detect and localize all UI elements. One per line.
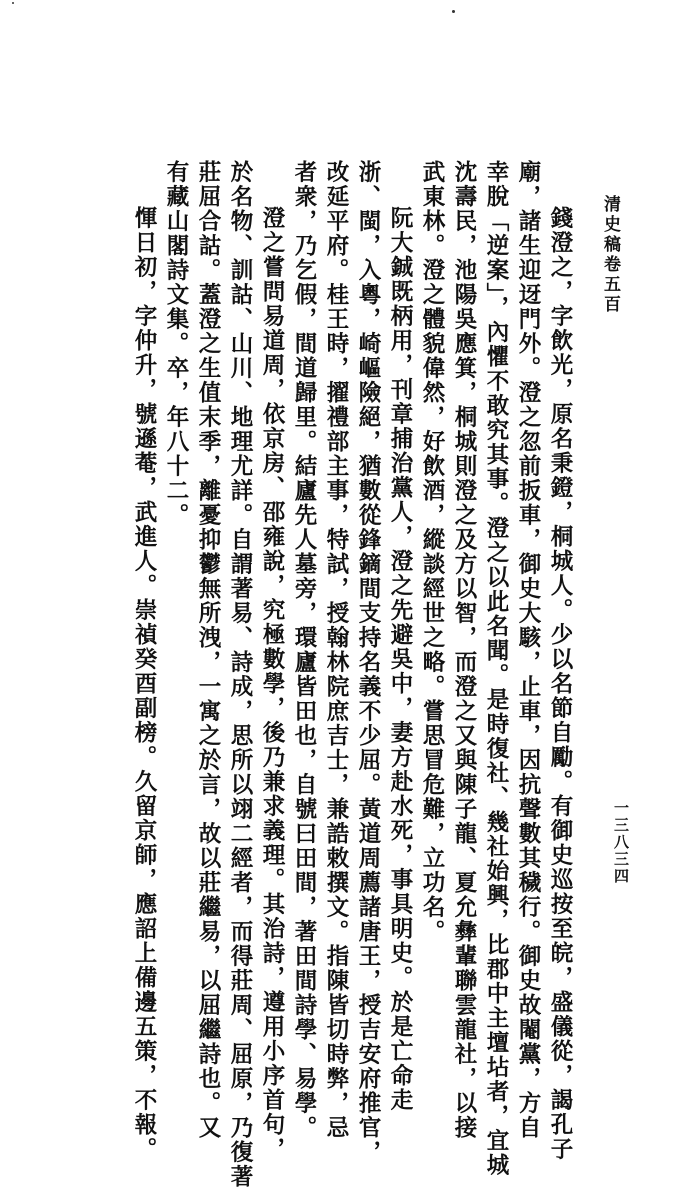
- text-column: 武東林。澄之體貌偉然，好飲酒，縱談經世之略。嘗思冒危難，立功名。: [419, 160, 445, 944]
- text-column: 改延平府。桂王時，擢禮部主事，特試，授翰林院庶吉士，兼誥敕撰文。指陳皆切時弊，忌: [323, 160, 349, 1140]
- text-column: 廟，諸生迎迓門外。澄之忽前扳車，御史大駭，止車，因抗聲數其穢行。御史故閹黨，方自: [515, 160, 541, 1140]
- scan-speck: [12, 2, 14, 4]
- text-column: 錢澄之，字飲光，原名秉鐙，桐城人。少以名節自勵。有御史巡按至皖，盛儀從，謁孔子: [547, 206, 573, 1162]
- body-text: [100, 160, 576, 1189]
- text-column: 於名物、訓詁、山川、地理尤詳。自謂著易、詩成，思所以翊二經者，而得莊周、屈原，乃復著: [227, 160, 253, 1189]
- text-column: 有藏山閣詩文集。卒，年八十二。: [163, 160, 189, 528]
- text-column: 浙、閩，入粵，崎嶇險絕，猶數從鋒鏑間支持名義不少屈。黃道周薦諸唐王，授吉安府推官，: [355, 160, 381, 1165]
- scan-speck: [452, 10, 455, 13]
- text-column: 莊屈合詁。蓋澄之生值末季，離憂抑鬱無所洩，一寓之於言，故以莊繼易，以屈繼詩也。又: [195, 160, 221, 1140]
- text-column: 阮大鋮既柄用，刊章捕治黨人，澄之先避吳中，妻方赴水死，事具明史。於是亡命走: [387, 206, 413, 1113]
- page-number: 一三八三四: [612, 800, 630, 885]
- text-column: 沈壽民，池陽吳應箕，桐城則澄之及方以智，而澄之又與陳子龍、夏允彝輩聯雲龍社，以接: [451, 160, 477, 1140]
- text-column: 者衆，乃乞假，間道歸里。結廬先人墓旁，環廬皆田也，自號曰田間，著田間詩學、易學。: [291, 160, 317, 1140]
- running-header: 清史稿卷五百: [600, 195, 620, 315]
- text-column: 惲日初，字仲升，號遜菴，武進人。崇禎癸酉副榜。久留京師，應詔上備邊五策，不報。: [131, 206, 157, 1162]
- text-column: 幸脫「逆案」，內懼不敢究其事。澄之以此名聞。是時復社、幾社始興，比郡中主壇坫者，宜城: [483, 160, 509, 1178]
- text-column: 澄之嘗問易道周，依京房、邵雍說，究極數學，後乃兼求義理。其治詩，遵用小序首句，: [259, 206, 285, 1162]
